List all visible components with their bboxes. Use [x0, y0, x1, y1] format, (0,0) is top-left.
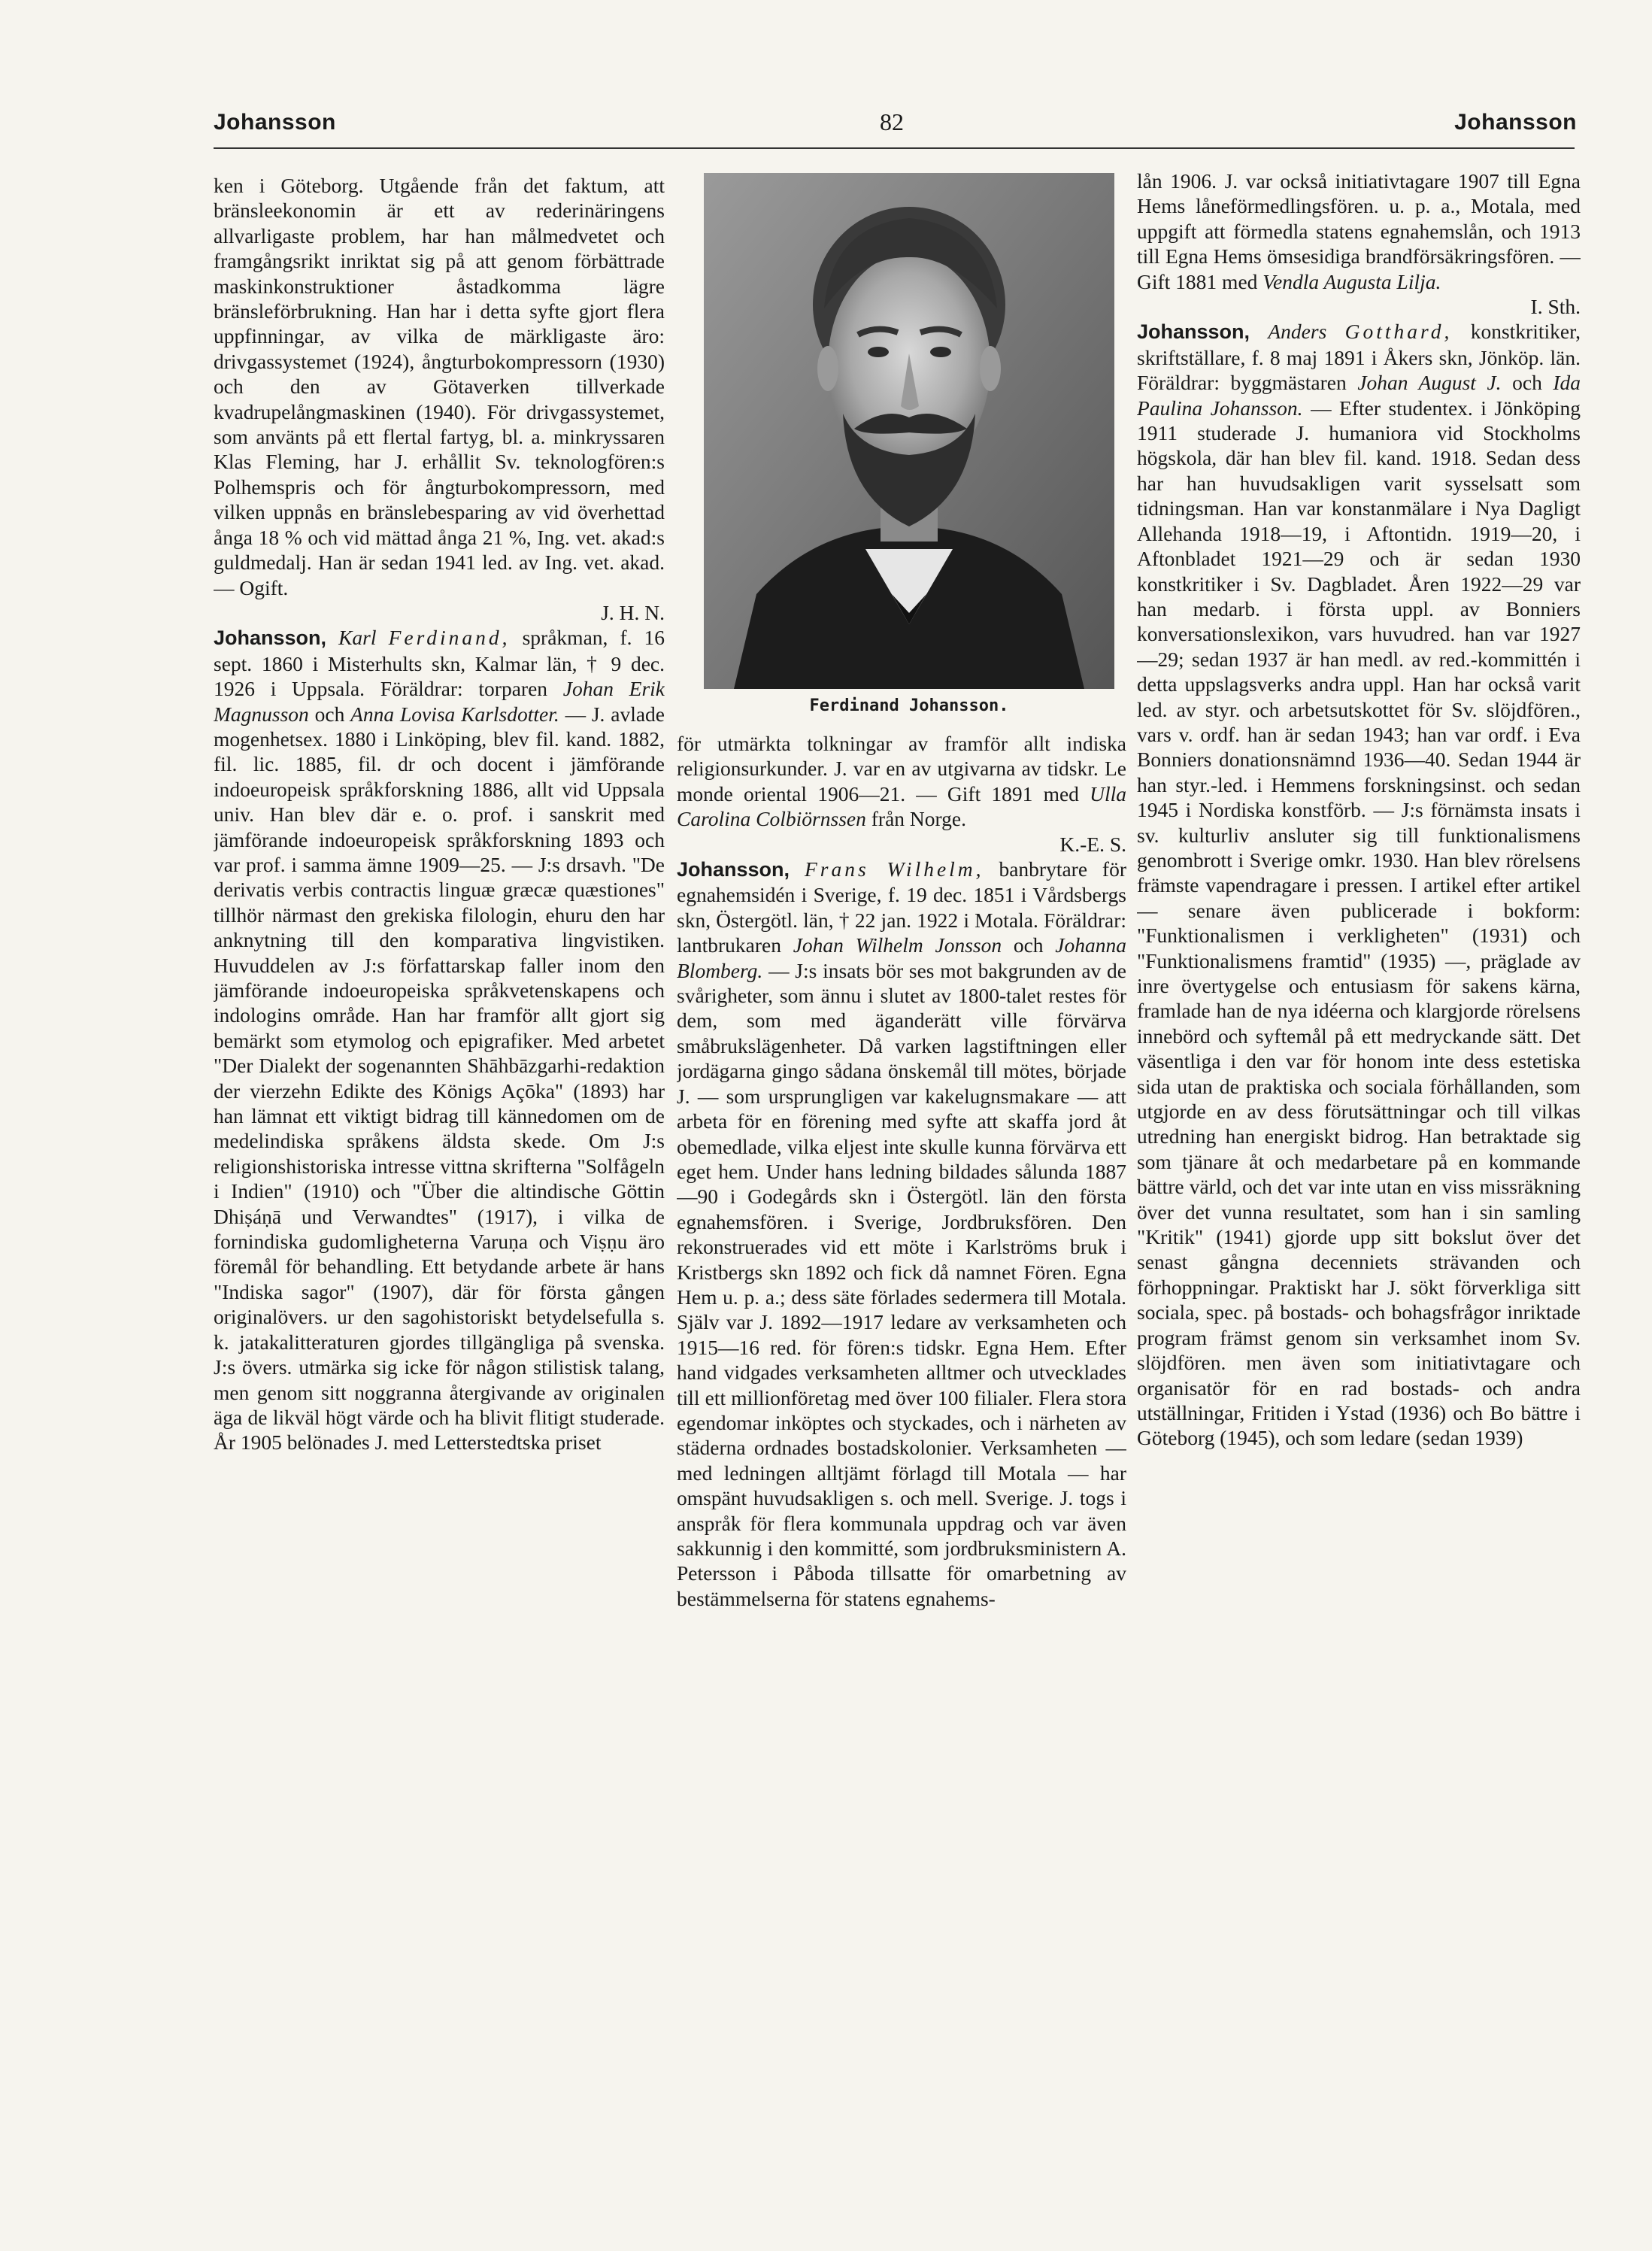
entry-text: språkman, f. 16 sept. 1860 i Misterhults skn, Kalmar län, † 9 dec. 1926 i Uppsala. Föräldrar: torparen — [214, 626, 665, 701]
parent-name: Ida Paulina Johansson. — [1137, 371, 1581, 420]
portrait-illustration — [704, 173, 1114, 689]
entry-headword: Johansson, — [677, 858, 790, 881]
entry-continuation — [677, 731, 1126, 832]
spouse-name: Ulla Carolina Colbiörnssen — [677, 781, 1126, 831]
portrait-photo — [704, 173, 1114, 689]
entry-text: för utmärkta tolkningar av framför allt indiska religionsurkunder. J. var en av utgivarna av tidskr. Le monde oriental 1906—21. — Gift 1891 med — [677, 732, 1126, 805]
parent-name: Johan Erik Magnusson — [214, 677, 665, 726]
parent-name: Johanna Blomberg. — [677, 933, 1126, 982]
conjunction: och — [314, 702, 345, 726]
entry-text: konstkritiker, skriftställare, f. 8 maj 1891 i Åkers skn, Jönköp. län. Föräldrar: byggmästaren — [1137, 320, 1581, 395]
entry-text: — J. avlade mogenhetsex. 1880 i Linköping, blev fil. kand. 1882, fil. lic. 1885, fil. dr och docent i jämförande indoeuropeisk språkforskning 1886, allt vid Uppsala univ. Han blev där e. o. prof. i sanskrit med jämförande indoeuropeisk språkforskning 1893 och var prof. i samma ämne 1909—25. — J:s drsavh. "De derivatis verbis contractis linguæ græcæ quæstiones" tillhör närmast den grekiska filologin, ehuru den har anknytning till den komparativa lingvistiken. Huvuddelen av J:s författarskap faller inom den jämförande indoeuropeiska språkvetenskapens och indologins område. Han har framför allt gjort sig bemärkt som etymolog och epigrafiker. Med arbetet "Der Dialekt der sogenannten Shāhbāzgarhi-redaktion der vierzehn Edikte des Königs Açōka" (1893) har han lämnat ett viktigt bidrag till kännedomen om de medelindiska språkens äldsta skede. Om J:s religionshistoriska intresse vittna skrifterna "Solfågeln i Indien" (1910) och "Über die altindische Göttin Dhiṣáṇā und Verwandtes" (1917), i vilka de fornindiska gudomligheterna Varuṇa och Viṣṇu äro föremål för behandling. Ett betydande arbete är hans "Indiska sagor" (1907), där för första gången originalövers. ur den sagohistoriskt betydelsefulla s. k. jatakalitteraturen gjordes tillgängliga på svenska. J:s övers. utmärka sig icke för någon stilistisk talang, men genom sitt noggranna återgivande av originalen äga de likväl högt värde och ha blivit flitigt studerade. År 1905 belönades J. med Letterstedtska priset — [214, 702, 665, 1455]
entry-karl-ferdinand — [214, 625, 665, 1455]
entry-first-name: Anders — [1268, 320, 1327, 344]
entry-first-name: Karl — [338, 626, 377, 650]
entry-spaced-name: Gotthard, — [1344, 320, 1453, 344]
entry-text: — Efter studentex. i Jönköping 1911 studerade J. humaniora vid Stockholms högskola, där han blev fil. kand. 1918. Sedan dess har han huvudsakligen varit sysselsatt som tidningsman. Han var konstanmälare i Nya Dagligt Allehanda 1918—19, i Aftontidn. 1919—20, i Aftonbladet 1921—29 och är sedan 1930 konstkritiker i Sv. Dagbladet. Åren 1922—29 var han medarb. i första uppl. av Bonniers konversationslexikon, vars huvudred. han var 1927—29; sedan 1937 är han medl. av red.-kommittén i detta uppslagsverks andra uppl. Han har också varit led. av styr. och arbetsutskottet för Sv. slöjdfören., vars v. ordf. han är sedan 1943; han var ordf. i Eva Bonniers donationsnämnd 1936—40. Sedan 1944 är han styr.-led. i Hemmens forskningsinst. och sedan 1945 i Nordiska konstförb. — J:s förnämsta insats i sv. kulturliv ansluter sig till funktionalismens genombrott i Sverige omkr. 1930. Han blev rörelsens främste vapendragare i pressen. I artikel efter artikel — senare även publicerade i bokform: "Funktionalismen i verkligheten" (1931) och "Funktionalismens framtid" (1935) —, präglade av inre övertygelse och entusiasm för sakens kärna, framlade han de nya idéerna och klargjorde rörelsens innebörd och syftemål på ett medryckande sätt. Det väsentliga i den var för honom inte dess estetiska sida utan de praktiska och sociala förhållanden, som utgjorde en av dess förutsättningar och till vilkas utredning han energiskt bidrog. Han betraktade sig som tjänare åt och medarbetare på en kommande bättre värld, och det var inte utan en viss missräkning över det vunna resultatet, som han i sin samling "Kritik" (1941) gjorde upp sitt bokslut över det senast gångna decenniets strävanden och förhoppningar. Praktiskt har J. sökt förverkliga sitt sociala, spec. på bostads- och bohagsfrågor inriktade program främst genom sin verksamhet inom Sv. slöjdfören. men även som initiativtagare och organisatör för en rad bostads- och andra utställningar, Fritiden i Ystad (1936) och Bo bättre i Göteborg (1945), och som ledare (sedan 1939) — [1137, 396, 1581, 1450]
header-rule — [214, 147, 1575, 149]
entry-text: från Norge. — [871, 807, 966, 831]
photo-caption: Ferdinand Johansson. — [809, 696, 1009, 715]
entry-continuation: ken i Göteborg. Utgående från det faktum, att bränsleekonomin är ett av rederinäringens allvarligaste problem, har han målmedvetet och framgångsrikt inriktat sig på att genom förbättrade maskinkonstruktioner åstadkomma lägre bränsleförbrukning. Han har i detta syfte gjort flera uppfinningar, av vilka de märkligaste äro: drivgassystemet (1924), ångturbokompressorn (1930) och den av Götaverken tillverkade kvadrupelångmaskinen (1940). För drivgassystemet, som använts på ett flertal fartyg, bl. a. minkryssaren Klas Fleming, har J. erhållit Sv. teknologfören:s Polhemspris och för ångturbokompressorn, med vilken uppnås en bränslebesparing av vid överhettad ånga 18 % och vid mättad ånga 21 %, Ing. vet. akad:s guldmedalj. Han är sedan 1941 led. av Ing. vet. akad. — Ogift. — [214, 174, 665, 599]
column-1 — [214, 173, 665, 2204]
parent-name: Johan Wilhelm Jonsson — [793, 933, 1002, 957]
conjunction: och — [1013, 933, 1044, 957]
entry-headword: Johansson, — [214, 626, 327, 650]
entry-spaced-name: Ferdinand, — [388, 626, 511, 650]
column-3 — [1137, 168, 1581, 2207]
signature: K.-E. S. — [1059, 832, 1126, 856]
page-number: 82 — [880, 108, 904, 135]
running-head-left: Johansson — [214, 110, 336, 135]
parent-name: Anna Lovisa Karlsdotter. — [350, 702, 559, 726]
spouse-name: Vendla Augusta Lilja. — [1262, 269, 1441, 293]
entry-continuation — [1137, 168, 1581, 294]
column-2 — [677, 731, 1126, 2205]
entry-text: — J:s insats bör ses mot bakgrunden av de svårigheter, som ännu i slutet av 1800-talet restes för dem, som med äganderätt ville förvärva småbrukslägenheter. Då varken lagstiftningen eller jordägarna gingo sådana önskemål till mötes, började J. — som ursprungligen var kakelugnsmakare — att arbeta för en förening med syfte att skaffa jord åt obemedlade, vilka eljest inte skulle kunna förvärva ett eget hem. Under hans ledning bildades sålunda 1887—90 i Godegårds skn i Östergötl. län den första egnahemsfören. i Sverige, Jordbruksfören. Den rekonstruerades vid ett möte i Karlströms bruk i Kristbergs skn 1892 och fick då namnet Fören. Egna Hem u. p. a.; dess säte förlades sedermera till Motala. Själv var J. 1892—1917 ledare av verksamheten och 1915—16 red. för fören:s tidskr. Egna Hem. Efter hand vidgades verksamheten alltmer och utvecklades till ett millionföretag med över 100 filialer. Flera stora egendomar inköptes och styckades, och i närheten av städerna ordnades bostadskolonier. Verksamheten — med ledningen alltjämt förlagd till Motala — har omspänt huvudsakligen s. och mell. Sverige. J. togs i anspråk för flera kommunala uppdrag och var även sakkunnig i den kommitté, som jordbruksministern A. Petersson i Påboda tillsatte för omarbetning av bestämmelserna för statens egnahems- — [677, 958, 1126, 1610]
entry-spaced-name: Frans Wilhelm, — [804, 857, 984, 881]
running-head-right: Johansson — [1454, 110, 1577, 135]
entry-anders-gotthard — [1137, 319, 1581, 1450]
parent-name: Johan August J. — [1357, 371, 1502, 395]
entry-frans-wilhelm — [677, 857, 1126, 1611]
signature: J. H. N. — [601, 600, 665, 624]
entry-headword: Johansson, — [1137, 320, 1250, 344]
entry-text: lån 1906. J. var också initiativtagare 1907 till Egna Hems låneförmedlingsfören. u. p. a., Motala, med uppgift att förmedla statens egnahemslån, och 1913 till Egna Hems ömsesidiga brandförsäkringsfören. — Gift 1881 med — [1137, 169, 1581, 293]
entry-text: banbrytare för egnahemsidén i Sverige, f. 19 dec. 1851 i Vårdsbergs skn, Östergötl. län, † 22 jan. 1922 i Motala. Föräldrar: lantbrukaren — [677, 857, 1126, 957]
conjunction: och — [1512, 371, 1542, 395]
signature: I. Sth. — [1530, 295, 1581, 319]
